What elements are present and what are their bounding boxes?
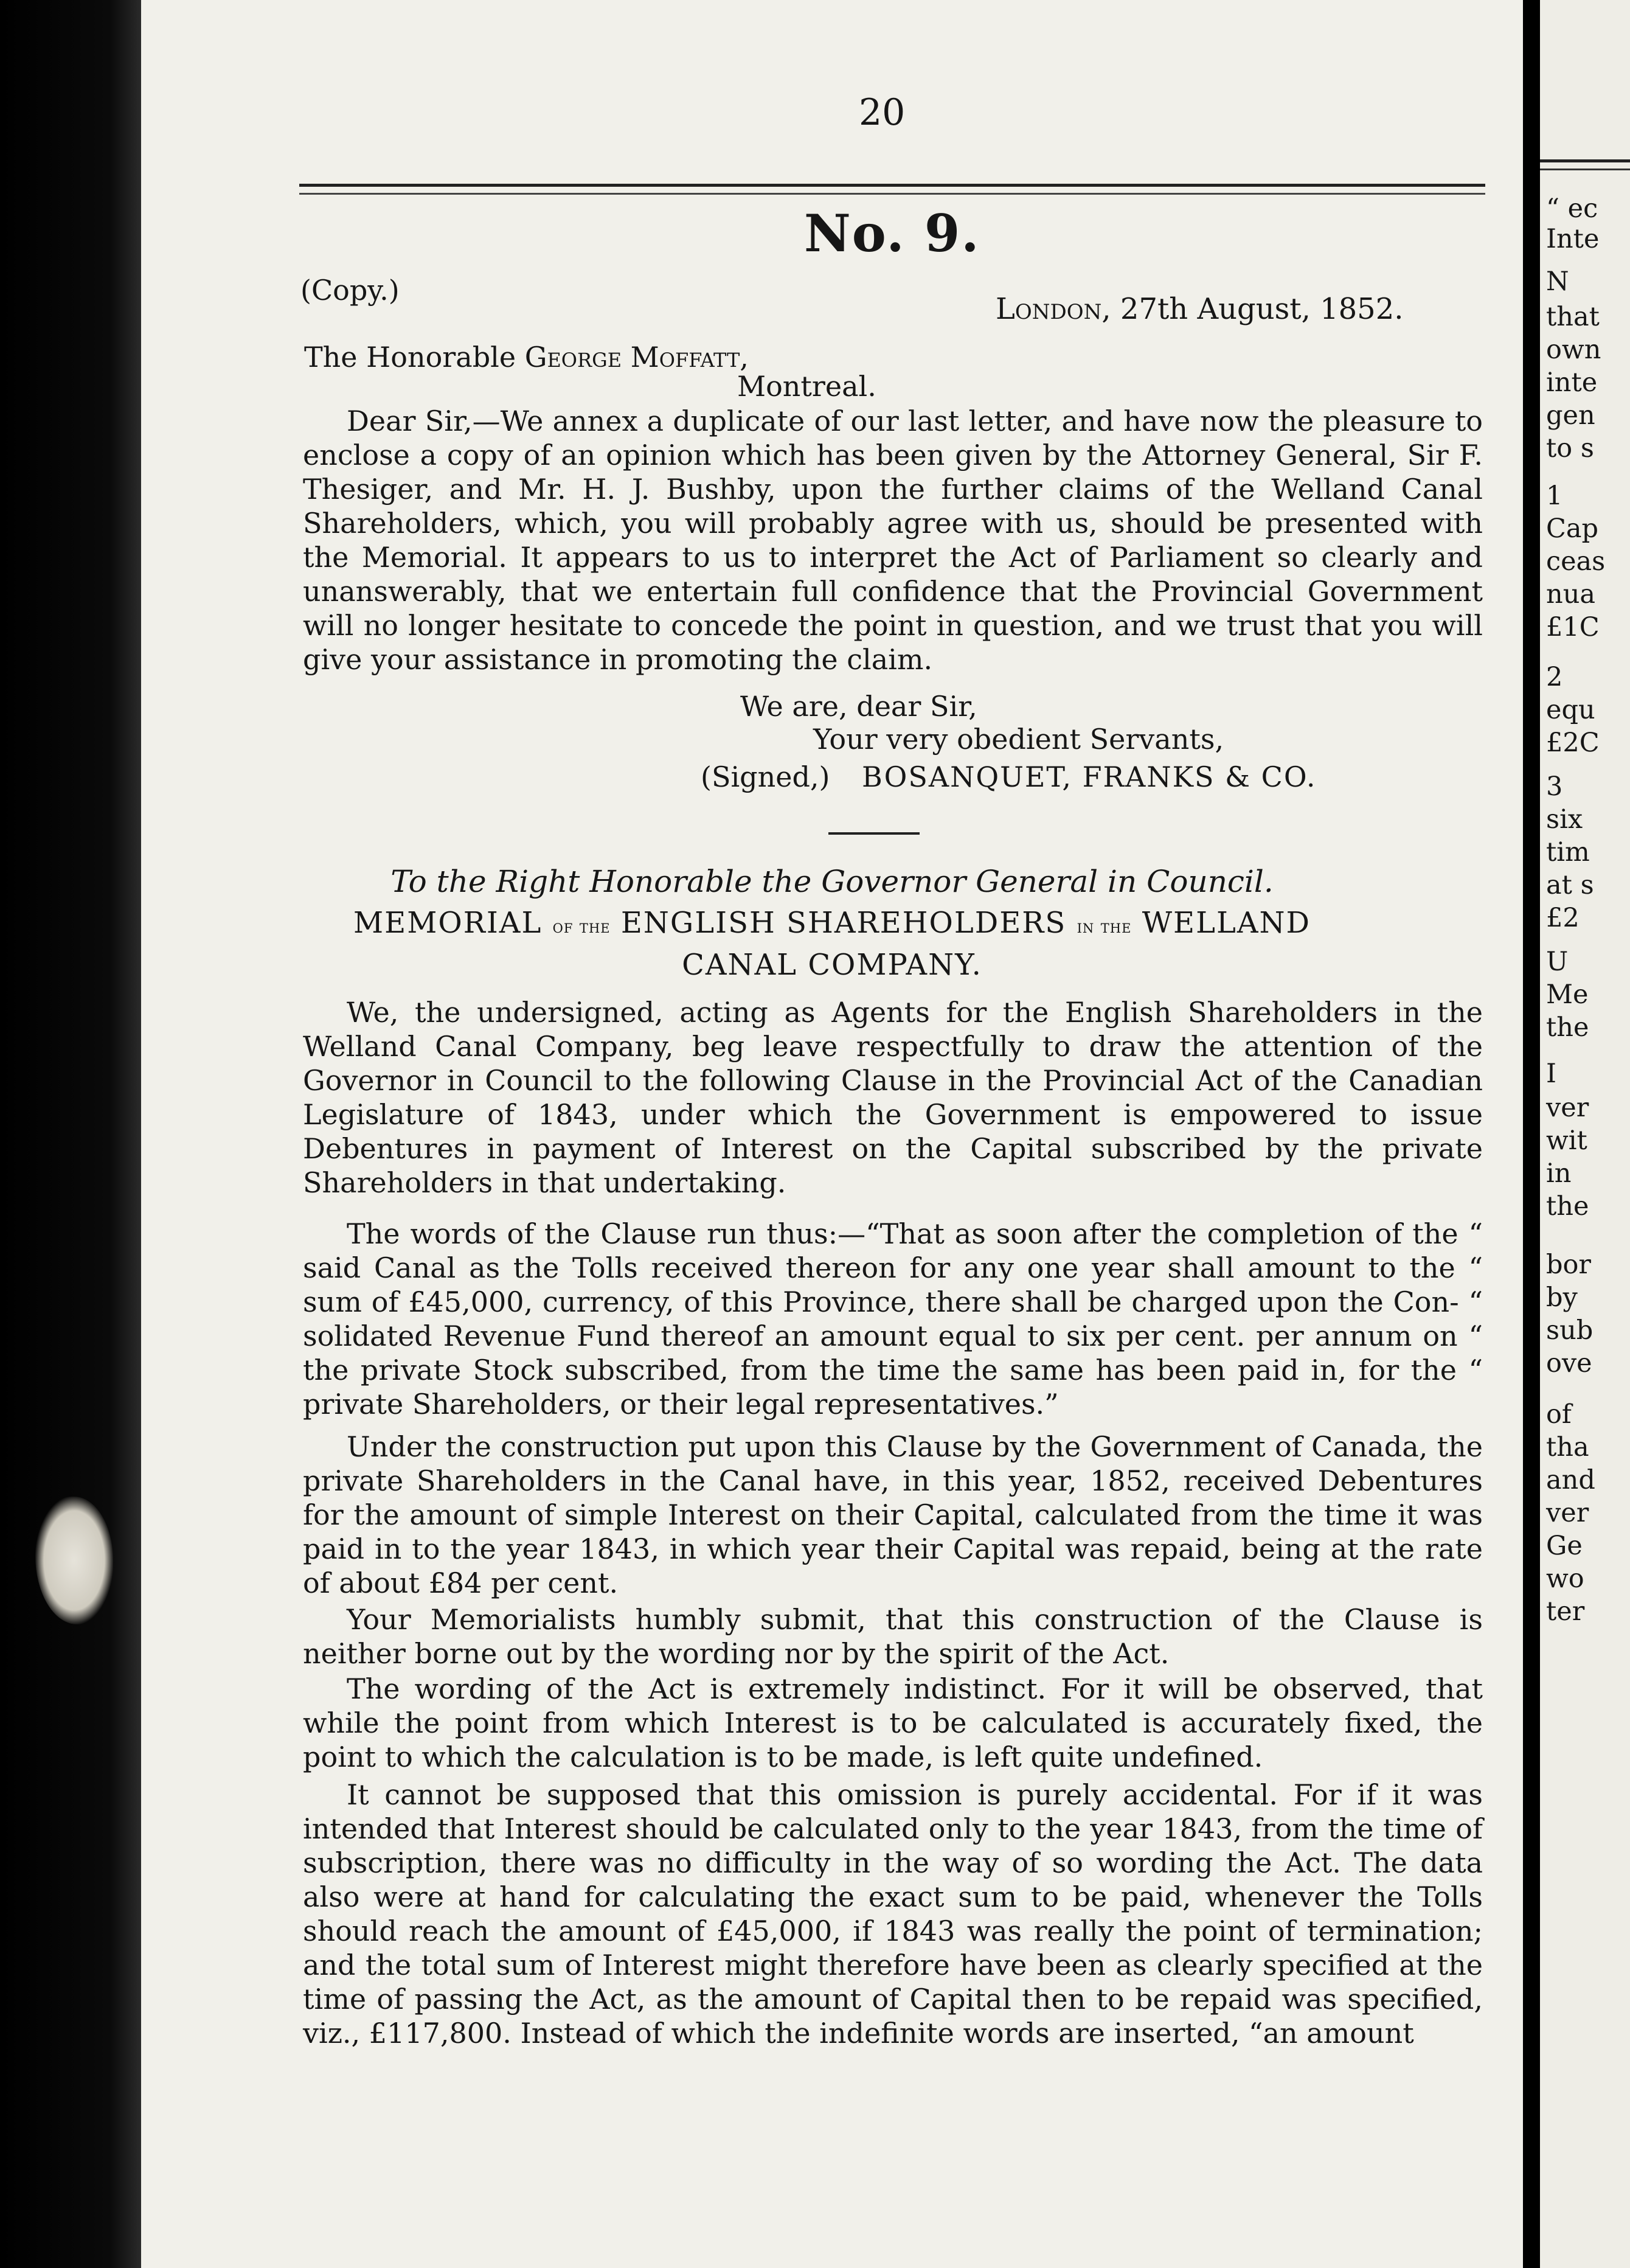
memorial-title-part3: WELLAND xyxy=(1142,906,1311,940)
adjacent-page-fragment: 2 xyxy=(1546,662,1563,692)
addressee-name: George Moffatt xyxy=(524,341,740,374)
memorial-paragraph: We, the undersigned, acting as Agents for the English Shareholders in the Welland Canal Company, beg leave respectfully to draw the attention of the Governor in Council to the following Clause in the Provincial Act of the Canadian Legislature of 1843, under which the Government is empowered to issue Debentures in payment of Interest on the Capital subscribed by the private Shareholders in that undertaking. xyxy=(303,996,1483,1199)
adjacent-page-fragment: £1C xyxy=(1546,612,1600,642)
page-number: 20 xyxy=(859,91,906,134)
adjacent-page-fragment: sub xyxy=(1546,1315,1594,1346)
adjacent-page-fragment: 1 xyxy=(1546,481,1563,511)
header-rule xyxy=(299,184,1485,195)
adjacent-page-fragment: gen xyxy=(1546,400,1595,431)
adjacent-page-fragment: ceas xyxy=(1546,546,1606,577)
adjacent-page-fragment: and xyxy=(1546,1465,1595,1495)
adjacent-page-fragment: £2 xyxy=(1546,903,1580,933)
document-page xyxy=(141,0,1523,2268)
adjacent-page-fragment: ove xyxy=(1546,1348,1592,1379)
addressee-suffix: , xyxy=(740,341,749,374)
memorial-paragraph: The words of the Clause run thus:—“That as soon after the completion of the “ said Canal as the Tolls received thereon for any one year shall amount to the “ sum of £45,000, currency, of this Province, there shall be charged upon the Con- “ solidated Revenue Fund thereof an amount equal to six per cent. per annum on “ the private Stock subscribed, from the time the same has been paid in, for the “ private Shareholders, or their legal representatives.” xyxy=(303,1217,1483,1421)
adjacent-page-fragment: equ xyxy=(1546,695,1595,725)
memorial-title xyxy=(141,904,1523,984)
adjacent-page-fragment: I xyxy=(1546,1059,1556,1089)
adjacent-page xyxy=(1540,0,1630,2268)
memorial-paragraph: Under the construction put upon this Clause by the Government of Canada, the private Shareholders in the Canal have, in this year, 1852, received Debentures for the amount of simple Interest on their Capital, calculated from the time it was paid in to the year 1843, in which year their Capital was repaid, being at the rate of about £84 per cent. xyxy=(303,1430,1483,1599)
addressee-line xyxy=(304,341,749,374)
letter-body: Dear Sir,—We annex a duplicate of our last letter, and have now the pleasure to enclose a copy of an opinion which has been given by the Attorney General, Sir F. Thesiger, and Mr. H. J. Bushby, upon the further claims of the Welland Canal Shareholders, which, you will probably agree with us, should be presented with the Memorial. It appears to us to interpret the Act of Parliament so clearly and unanswerably, that we entertain full confidence that the Provincial Government will no longer hesitate to concede the point in question, and we trust that you will give your assistance in promoting the claim. xyxy=(303,405,1483,676)
memorial-address: To the Right Honorable the Governor General in Council. xyxy=(390,864,1274,899)
adjacent-page-fragment: tim xyxy=(1546,837,1590,868)
memorial-title-of-the: of the xyxy=(552,916,611,937)
scan-gutter-right xyxy=(1523,0,1540,2268)
adjacent-page-fragment: Inte xyxy=(1546,224,1600,254)
dateline-city: London xyxy=(996,292,1102,326)
addressee-prefix: The Honorable xyxy=(304,341,525,374)
addressee-place: Montreal. xyxy=(737,370,876,403)
adjacent-page-fragment: the xyxy=(1546,1012,1589,1043)
adjacent-page-fragment: Cap xyxy=(1546,513,1599,544)
adjacent-page-fragment: of xyxy=(1546,1399,1572,1430)
section-divider xyxy=(828,832,920,835)
adjacent-page-fragment: by xyxy=(1546,1282,1578,1313)
memorial-paragraph: It cannot be supposed that this omission is purely accidental. For if it was intended that Interest should be calculated only to the year 1843, from the time of subscription, there was no difficulty in the way of so wording the Act. The data also were at hand for calculating the exact sum to be paid, whenever the Tolls should reach the amount of £45,000, if 1843 was really the point of termination; and the total sum of Interest might therefore have been as clearly specified at the time of passing the Act, as the amount of Capital then to be repaid was specified, viz., £117,800. Instead of which the indefinite words are inserted, “an amount xyxy=(303,1778,1483,2050)
adjacent-page-fragment: inte xyxy=(1546,367,1598,398)
adjacent-page-fragment: in xyxy=(1546,1158,1572,1189)
memorial-title-line2: CANAL COMPANY. xyxy=(682,948,982,982)
adjacent-page-fragment: that xyxy=(1546,302,1600,332)
adjacent-page-fragment: U xyxy=(1546,947,1569,977)
adjacent-page-fragment: to s xyxy=(1546,433,1594,464)
dateline xyxy=(996,292,1404,326)
adjacent-page-fragment: 3 xyxy=(1546,771,1563,802)
signed-label: (Signed,) xyxy=(701,760,830,793)
adjacent-page-fragment: Ge xyxy=(1546,1531,1583,1561)
adjacent-page-rule xyxy=(1540,159,1630,170)
dateline-date: , 27th August, 1852. xyxy=(1101,292,1404,326)
memorial-title-part2: ENGLISH SHAREHOLDERS xyxy=(620,906,1067,940)
adjacent-page-fragment: nua xyxy=(1546,579,1596,610)
memorial-paragraph: Your Memorialists humbly submit, that this construction of the Clause is neither borne out by the wording nor by the spirit of the Act. xyxy=(303,1603,1483,1670)
memorial-title-in-the: in the xyxy=(1077,916,1132,937)
adjacent-page-fragment: Me xyxy=(1546,979,1589,1010)
document-heading: No. 9. xyxy=(804,203,980,263)
copy-label: (Copy.) xyxy=(300,274,400,307)
adjacent-page-fragment: £2C xyxy=(1546,728,1600,758)
scan-gutter-left xyxy=(0,0,141,2268)
adjacent-page-fragment: “ ec xyxy=(1546,193,1598,224)
adjacent-page-fragment: wit xyxy=(1546,1125,1587,1156)
memorial-paragraph: The wording of the Act is extremely indistinct. For it will be observed, that while the point from which Interest is to be calculated is accurately fixed, the point to which the calculation is to be made, is left quite undefined. xyxy=(303,1672,1483,1773)
adjacent-page-fragment: wo xyxy=(1546,1564,1584,1594)
adjacent-page-fragment: six xyxy=(1546,804,1583,835)
letter-closing-1: We are, dear Sir, xyxy=(740,690,977,723)
adjacent-page-fragment: ver xyxy=(1546,1093,1589,1123)
signer-name: BOSANQUET, FRANKS & CO. xyxy=(862,760,1317,793)
adjacent-page-fragment: tha xyxy=(1546,1432,1589,1463)
adjacent-page-fragment: the xyxy=(1546,1191,1589,1222)
adjacent-page-fragment: ter xyxy=(1546,1596,1585,1627)
adjacent-page-fragment: bor xyxy=(1546,1250,1591,1280)
adjacent-page-fragment: at s xyxy=(1546,870,1594,900)
letter-closing-2: Your very obedient Servants, xyxy=(813,723,1224,756)
adjacent-page-fragment: ver xyxy=(1546,1498,1589,1528)
memorial-title-part1: MEMORIAL xyxy=(353,906,543,940)
adjacent-page-fragment: own xyxy=(1546,335,1601,365)
adjacent-page-fragment: N xyxy=(1546,266,1569,297)
